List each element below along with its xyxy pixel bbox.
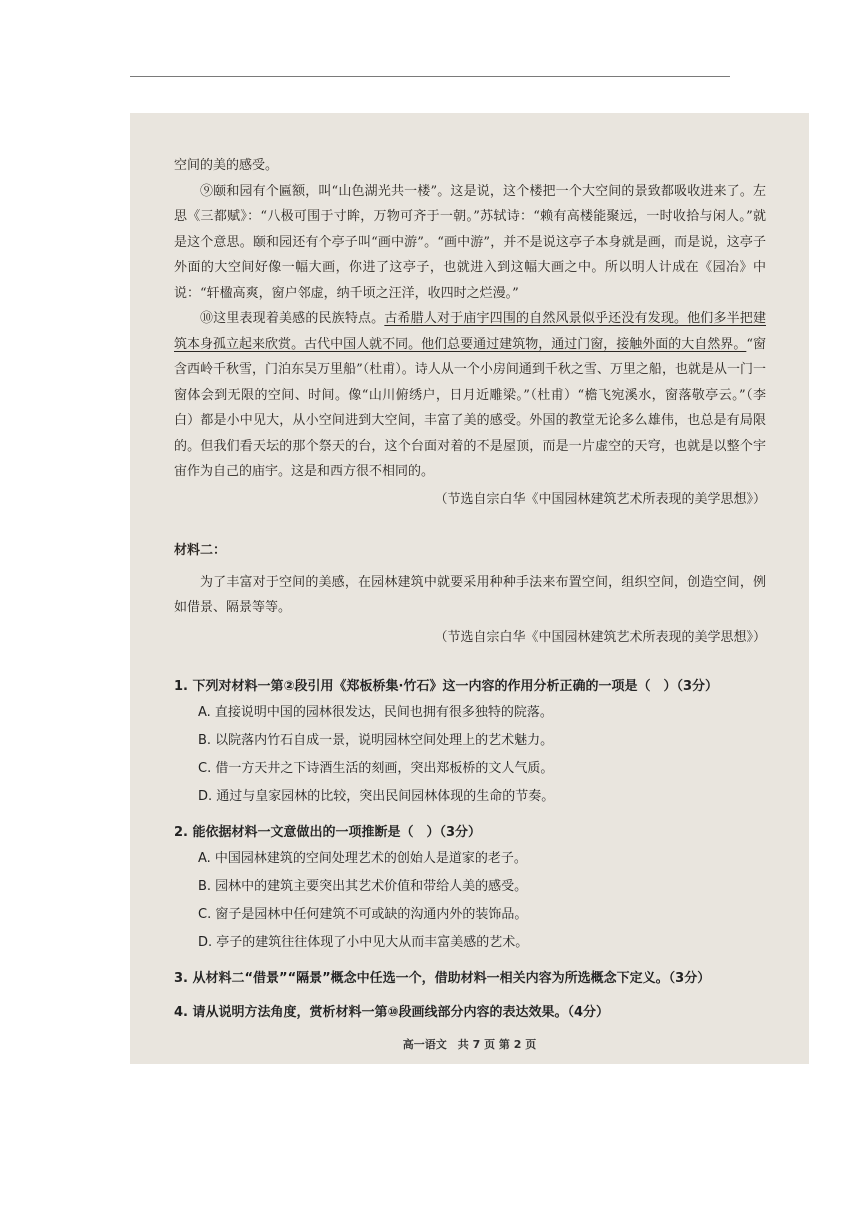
option-b: B. 园林中的建筑主要突出其艺术价值和带给人美的感受。 bbox=[198, 879, 528, 894]
question-stem: 3. 从材料二“借景”“隔景”概念中任选一个，借助材料一相关内容为所选概念下定义。（3分） bbox=[174, 971, 711, 986]
paragraph-10-rest: “窗含西岭千秋雪，门泊东吴万里船”（杜甫）。诗人从一个小房间通到千秋之雪、万里之船，也就是从一门一窗体会到无限的空间、时间。像“山川俯绣户，日月近雕梁。”（杜甫）“檐飞宛溪水，窗落敬亭云。”（李白）都是小中见大，从小空间进到大空间，丰富了美的感受。外国的教堂无论多么雄伟，也总是有局限的。但我们看天坛的那个祭天的台，这个台面对着的不是屋顶，而是一片虚空的天穹，也就是以整个宇宙作为自己的庙宇。这是和西方很不相同的。 bbox=[174, 336, 766, 479]
question-3 bbox=[174, 967, 784, 991]
top-rule bbox=[130, 76, 730, 77]
paragraph-10-intro: ⑩这里表现着美感的民族特点。 bbox=[200, 311, 385, 326]
paragraph-9: ⑨颐和园有个匾额，叫“山色湖光共一楼”。这是说，这个楼把一个大空间的景致都吸收进来了。左思《三都赋》：“八极可围于寸眸，万物可齐于一朝。”苏轼诗：“赖有高楼能聚远，一时收拾与闲人。”就是这个意思。颐和园还有个亭子叫“画中游”。“画中游”，并不是说这亭子本身就是画，而是说，这亭子外面的大空间好像一幅大画，你进了这亭子，也就进入到这幅大画之中。所以明人计成在《园冶》中说：“轩楹高爽，窗户邻虚，纳千顷之汪洋，收四时之烂漫。” bbox=[174, 183, 766, 301]
option-a: A. 直接说明中国的园林很发达，民间也拥有很多独特的院落。 bbox=[198, 705, 553, 720]
material-two-heading: 材料二： bbox=[174, 543, 227, 558]
question-stem: 2. 能依据材料一文意做出的一项推断是（ ）（3分） bbox=[174, 825, 482, 840]
question-4 bbox=[174, 1001, 784, 1025]
option-c: C. 借一方天井之下诗酒生活的刻画，突出郑板桥的文人气质。 bbox=[198, 761, 554, 776]
option-b: B. 以院落内竹石自成一景，说明园林空间处理上的艺术魅力。 bbox=[198, 733, 554, 748]
option-d: D. 亭子的建筑往往体现了小中见大从而丰富美感的艺术。 bbox=[198, 935, 529, 950]
question-1 bbox=[174, 675, 784, 811]
material-one bbox=[174, 153, 766, 650]
question-stem: 1. 下列对材料一第②段引用《郑板桥集·竹石》这一内容的作用分析正确的一项是（ ）（3分） bbox=[174, 679, 719, 694]
question-2 bbox=[174, 821, 784, 957]
page-footer: 高一语文 共 7 页 第 2 页 bbox=[402, 1038, 537, 1051]
paragraph-continuation: 空间的美的感受。 bbox=[174, 158, 279, 173]
material-two-text: 为了丰富对于空间的美感，在园林建筑中就要采用种种手法来布置空间，组织空间，创造空间，例如借景、隔景等等。 bbox=[174, 574, 766, 615]
option-d: D. 通过与皇家园林的比较，突出民间园林体现的生命的节奏。 bbox=[198, 789, 555, 804]
question-list bbox=[174, 675, 784, 1031]
material-two-source: （节选自宗白华《中国园林建筑艺术所表现的美学思想》） bbox=[434, 629, 766, 645]
option-a: A. 中国园林建筑的空间处理艺术的创始人是道家的老子。 bbox=[198, 851, 527, 866]
exam-page-photo bbox=[130, 113, 809, 1064]
material-one-source: （节选自宗白华《中国园林建筑艺术所表现的美学思想》） bbox=[434, 491, 766, 507]
option-c: C. 窗子是园林中任何建筑不可或缺的沟通内外的装饰品。 bbox=[198, 907, 528, 922]
question-stem: 4. 请从说明方法角度，赏析材料一第⑩段画线部分内容的表达效果。（4分） bbox=[174, 1005, 610, 1020]
underlined-passage: 古希腊人对于庙宇四围的自然风景似乎还没有发现。他们多半把建筑本身孤立起来欣赏。古代中国人就不同。他们总要通过建筑物，通过门窗，接触外面的大自然界。 bbox=[174, 311, 766, 352]
paragraph-10 bbox=[174, 306, 766, 485]
